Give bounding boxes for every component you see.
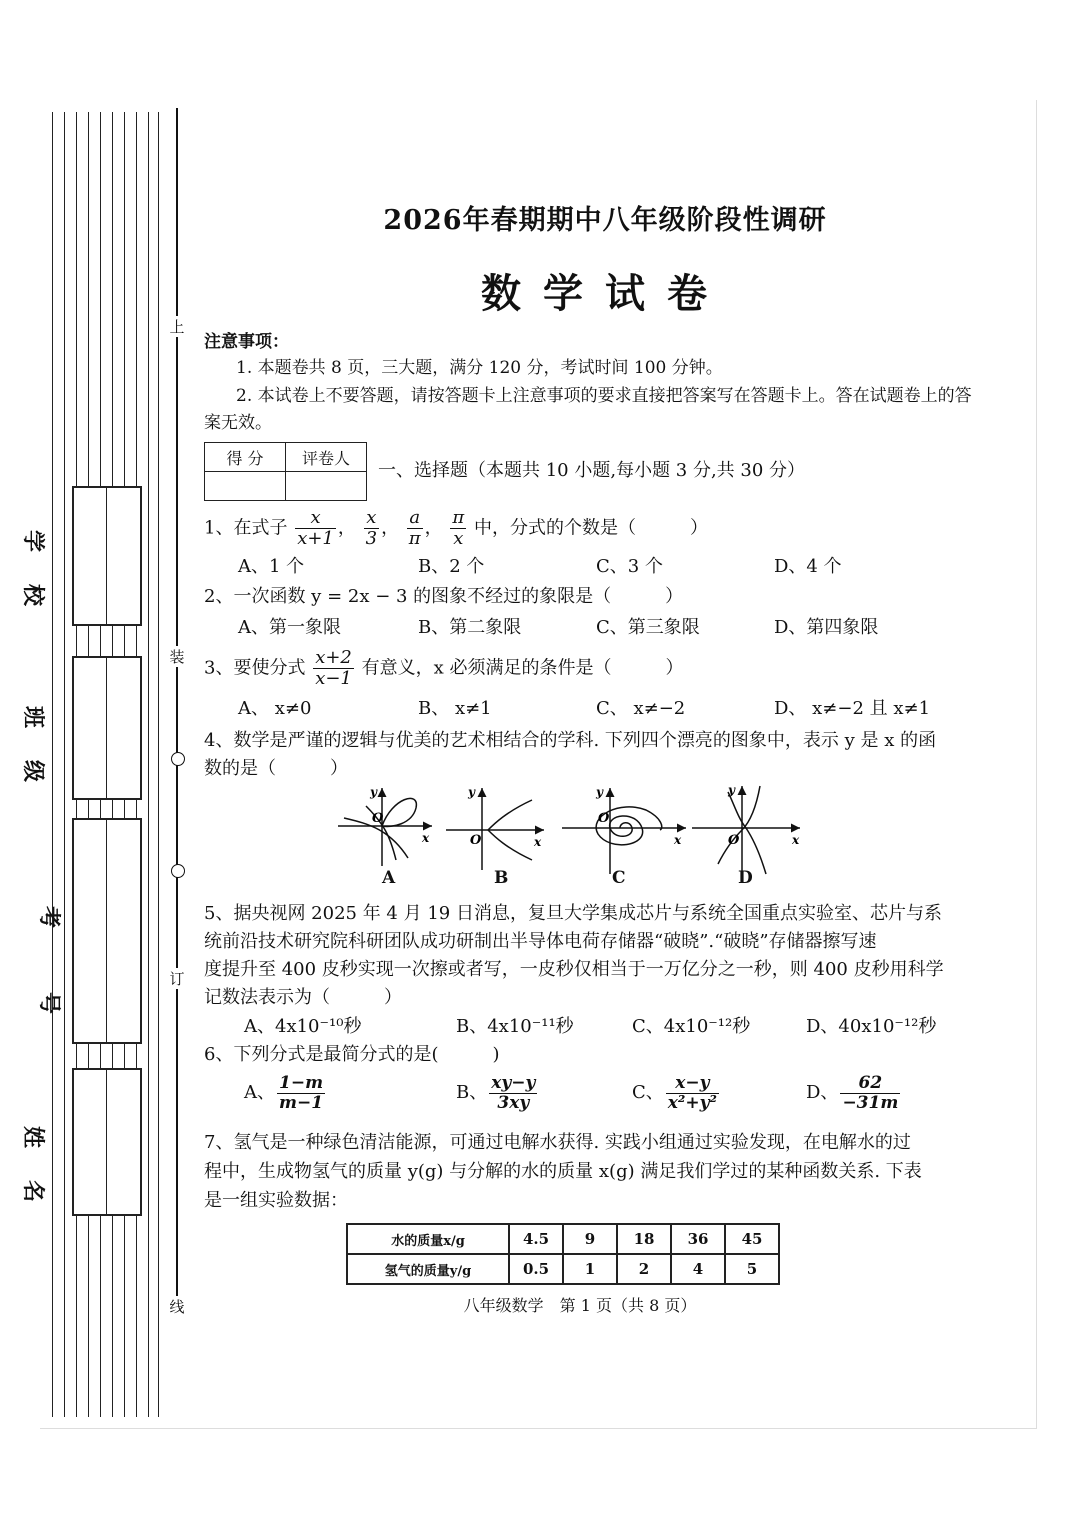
q4-graph-b (446, 788, 544, 870)
axis-y-label: y (728, 783, 735, 797)
cut-mark-shang: 上 (166, 316, 188, 337)
q1-option-d[interactable]: D、4 个 (774, 556, 842, 577)
binding-hole (171, 752, 185, 766)
exam-number-field-label: 考 号 (36, 905, 62, 1014)
grader-header: 评卷人 (286, 443, 367, 472)
class-field-box (72, 656, 142, 800)
exam-number-field-box (72, 818, 142, 1044)
q4-graph-c (562, 788, 686, 874)
question-1: 1、在式子 $\frac{x}{x+1}$ ， $\frac{x}{3}$ ， $\frac{a}{\pi}$ ， $\frac{\pi}{x}$ 中，分式的个数是（ ） (204, 507, 708, 549)
question-2: 2、一次函数 y = 2x − 3 的图象不经过的象限是（ ） (204, 586, 684, 607)
q6-fraction-b: $\frac{xy-y}{3xy}$ (491, 1073, 536, 1113)
axis-y-label: y (370, 785, 377, 799)
table-cell: 0.5 (509, 1254, 563, 1284)
name-field-box (72, 1068, 142, 1216)
q1-prefix: 1、在式子 (204, 517, 288, 539)
score-table (204, 442, 367, 501)
question-5-line-1: 5、据央视网 2025 年 4 月 19 日消息，复旦大学集成芯片与系统全国重点实验室、芯片与系 (204, 903, 942, 924)
score-cell (205, 472, 286, 501)
section-1-heading: 一、选择题（本题共 10 小题,每小题 3 分,共 30 分） (378, 460, 806, 481)
origin-label: O (728, 833, 740, 848)
table-cell: 1 (563, 1254, 617, 1284)
q2-option-a[interactable]: A、第一象限 (238, 617, 341, 638)
axis-y-label: y (596, 785, 603, 799)
q1-fraction-2: $\frac{x}{3}$ (365, 507, 378, 549)
q1-option-a[interactable]: A、1 个 (238, 556, 305, 577)
axis-x-label: x (674, 833, 682, 847)
q3-option-d[interactable]: D、 x≠−2 且 x≠1 (774, 698, 931, 719)
q6-option-c[interactable]: C、 $\frac{x-y}{\text{x²+y²}}$ (632, 1073, 717, 1113)
q6-fraction-c: $\frac{x-y}{\text{x²+y²}}$ (667, 1073, 717, 1113)
origin-label: O (598, 811, 610, 826)
school-field-box (72, 486, 142, 626)
q4-label-d[interactable]: D (738, 868, 753, 888)
q2-option-b[interactable]: B、第二象限 (418, 617, 522, 638)
q6-fraction-d: $\frac{62}{-31m}$ (842, 1073, 899, 1113)
q3-option-a[interactable]: A、 x≠0 (238, 698, 312, 719)
q5-option-c[interactable]: C、4x10⁻¹²秒 (632, 1016, 751, 1037)
school-field-label: 学 校 (20, 529, 46, 606)
question-7-line-1: 7、氢气是一种绿色清洁能源，可通过电解水获得. 实践小组通过实验发现，在电解水的过 (204, 1132, 911, 1153)
cut-mark-zhuang: 装 (166, 646, 188, 667)
q1-fraction-3: $\frac{a}{\pi}$ (408, 507, 421, 549)
q6-fraction-a: $\frac{1-m}{m-1}$ (279, 1073, 324, 1113)
q1-option-c[interactable]: C、3 个 (596, 556, 663, 577)
origin-label: O (470, 833, 482, 848)
notice-heading: 注意事项： (204, 332, 289, 352)
q6-option-d[interactable]: D、 $\frac{62}{-31m}$ (806, 1073, 899, 1113)
q4-label-a[interactable]: A (382, 868, 396, 888)
q5-option-a[interactable]: A、4x10⁻¹⁰秒 (244, 1016, 362, 1037)
q4-label-b[interactable]: B (494, 868, 509, 888)
class-field-label: 班 级 (20, 705, 46, 782)
question-5-line-2: 统前沿技术研究院科研团队成功研制出半导体电荷存储器“破晓”.“破晓”存储器擦写速 (204, 931, 877, 952)
q3-fraction: $\frac{x+2}{x-1}$ (315, 647, 352, 689)
q1-fraction-4: $\frac{\pi}{x}$ (452, 507, 465, 549)
question-7-line-3: 是一组实验数据： (204, 1190, 348, 1211)
notice-item-1: 1. 本题卷共 8 页，三大题，满分 120 分，考试时间 100 分钟。 (236, 358, 723, 378)
table-cell: 45 (725, 1224, 779, 1254)
cut-mark-ding: 订 (166, 968, 188, 989)
q6-option-b[interactable]: B、 $\frac{xy-y}{3xy}$ (456, 1073, 536, 1113)
q1-suffix: 中，分式的个数是（ ） (473, 517, 708, 539)
name-field-label: 姓 名 (20, 1125, 46, 1202)
exam-title: 2026年春期期中八年级阶段性调研 (383, 205, 827, 236)
q1-option-b[interactable]: B、2 个 (418, 556, 485, 577)
table-cell: 9 (563, 1224, 617, 1254)
origin-label: O (372, 811, 384, 826)
grader-cell (286, 472, 367, 501)
q1-fraction-1: $\frac{x}{x+1}$ (297, 507, 334, 549)
q3-option-b[interactable]: B、 x≠1 (418, 698, 492, 719)
q2-option-d[interactable]: D、第四象限 (774, 617, 879, 638)
question-3: 3、要使分式 $\frac{x+2}{x-1}$ 有意义，x 必须满足的条件是（ ） (204, 647, 684, 689)
q5-option-b[interactable]: B、4x10⁻¹¹秒 (456, 1016, 574, 1037)
question-5-line-4: 记数法表示为（ ） (204, 987, 402, 1008)
binding-hole (171, 864, 185, 878)
question-6: 6、下列分式是最简分式的是( ) (204, 1044, 500, 1065)
q5-option-d[interactable]: D、40x10⁻¹²秒 (806, 1016, 937, 1037)
q4-graph-d (692, 786, 800, 878)
notice-item-2: 2. 本试卷上不要答题，请按答题卡上注意事项的要求直接把答案写在答题卡上。答在试题卷上的答 (236, 386, 972, 406)
notice-item-2-cont: 案无效。 (204, 413, 272, 433)
axis-x-label: x (422, 831, 430, 845)
score-header: 得 分 (205, 443, 286, 472)
question-5-line-3: 度提升至 400 皮秒实现一次擦或者写，一皮秒仅相当于一万亿分之一秒，则 400 皮秒用科学 (204, 959, 944, 980)
table-cell: 18 (617, 1224, 671, 1254)
axis-x-label: x (792, 833, 800, 847)
water-mass-header: 水的质量x/g (347, 1224, 509, 1254)
axis-y-label: y (468, 785, 475, 799)
q4-label-c[interactable]: C (612, 868, 626, 888)
q3-option-c[interactable]: C、 x≠−2 (596, 698, 686, 719)
axis-x-label: x (534, 835, 542, 849)
q6-option-a[interactable]: A、 $\frac{1-m}{m-1}$ (244, 1073, 324, 1113)
table-cell: 4.5 (509, 1224, 563, 1254)
table-cell: 2 (617, 1254, 671, 1284)
exam-subject: 数学试卷 (481, 270, 729, 317)
table-cell: 4 (671, 1254, 725, 1284)
cut-mark-xian: 线 (166, 1296, 188, 1317)
q2-option-c[interactable]: C、第三象限 (596, 617, 700, 638)
question-4-line-2: 数的是（ ） (204, 758, 348, 779)
table-cell: 5 (725, 1254, 779, 1284)
table-cell: 36 (671, 1224, 725, 1254)
hydrogen-mass-header: 氢气的质量y/g (347, 1254, 509, 1284)
q4-graph-a (338, 788, 432, 866)
question-7-line-2: 程中，生成物氢气的质量 y(g) 与分解的水的质量 x(g) 满足我们学过的某种函数关系. 下表 (204, 1161, 922, 1182)
question-4-line-1: 4、数学是严谨的逻辑与优美的艺术相结合的学科. 下列四个漂亮的图象中，表示 y 是 x 的函 (204, 730, 937, 751)
q7-data-table (346, 1223, 780, 1285)
page-footer: 八年级数学 第 1 页（共 8 页） (463, 1296, 697, 1315)
